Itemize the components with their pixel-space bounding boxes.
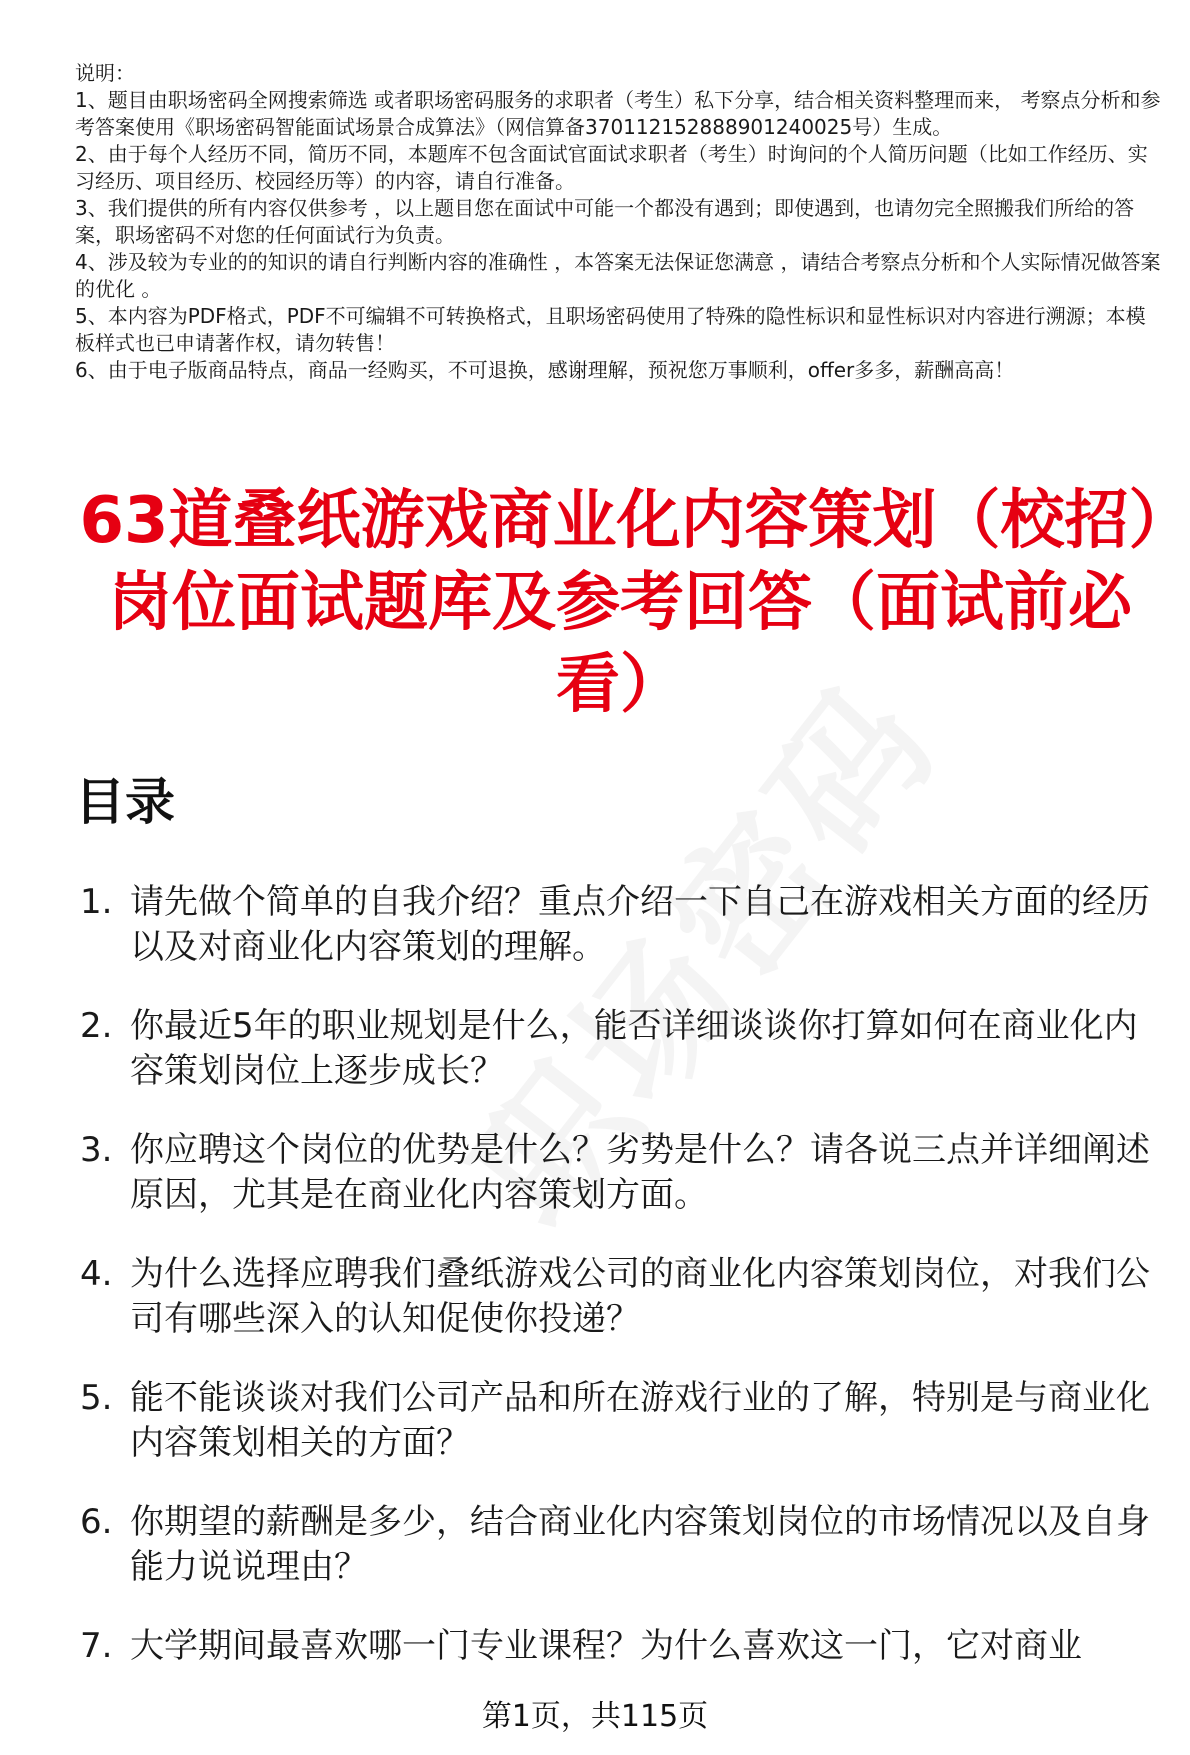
toc-item-number: 3. bbox=[80, 1130, 113, 1170]
toc-item-number: 4. bbox=[80, 1254, 113, 1294]
toc-item[interactable] bbox=[75, 1624, 1170, 1669]
toc-item-number: 2. bbox=[80, 1006, 113, 1046]
disclaimer-notes bbox=[75, 60, 1165, 384]
table-of-contents bbox=[75, 880, 1170, 1703]
toc-item-number: 1. bbox=[80, 882, 113, 922]
notes-heading: 说明： bbox=[75, 61, 135, 85]
toc-item[interactable] bbox=[75, 880, 1170, 970]
page-footer: 第1页，共115页 bbox=[481, 1699, 709, 1734]
toc-item-number: 5. bbox=[80, 1378, 113, 1418]
document-title: 63道叠纸游戏商业化内容策划（校招）岗位面试题库及参考回答（面试前必看） bbox=[79, 484, 1161, 722]
toc-item-text: 为什么选择应聘我们叠纸游戏公司的商业化内容策划岗位，对我们公司有哪些深入的认知促使你投递？ bbox=[130, 1254, 1150, 1339]
toc-item-number: 7. bbox=[80, 1626, 113, 1666]
toc-item-text: 能不能谈谈对我们公司产品和所在游戏行业的了解，特别是与商业化内容策划相关的方面？ bbox=[130, 1378, 1150, 1463]
toc-item[interactable] bbox=[75, 1004, 1170, 1094]
note-item: 5、本内容为PDF格式，PDF不可编辑不可转换格式，且职场密码使用了特殊的隐性标识和显性标识对内容进行溯源；本模板样式也已申请著作权，请勿转售！ bbox=[75, 304, 1146, 355]
toc-item[interactable] bbox=[75, 1500, 1170, 1590]
toc-item[interactable] bbox=[75, 1252, 1170, 1342]
toc-item-number: 6. bbox=[80, 1502, 113, 1542]
note-item: 3、我们提供的所有内容仅供参考 ，以上题目您在面试中可能一个都没有遇到；即使遇到，也请勿完全照搬我们所给的答案，职场密码不对您的任何面试行为负责。 bbox=[75, 196, 1135, 247]
toc-item-text: 你应聘这个岗位的优势是什么？劣势是什么？请各说三点并详细阐述原因，尤其是在商业化内容策划方面。 bbox=[130, 1130, 1150, 1215]
note-item: 4、涉及较为专业的的知识的请自行判断内容的准确性 ，本答案无法保证您满意 ，请结合考察点分析和个人实际情况做答案的优化 。 bbox=[75, 250, 1161, 301]
toc-item-text: 请先做个简单的自我介绍？重点介绍一下自己在游戏相关方面的经历以及对商业化内容策划的理解。 bbox=[130, 882, 1150, 967]
toc-item-text: 你期望的薪酬是多少，结合商业化内容策划岗位的市场情况以及自身能力说说理由？ bbox=[130, 1502, 1150, 1587]
note-item: 6、由于电子版商品特点，商品一经购买，不可退换，感谢理解，预祝您万事顺利，offer多多，薪酬高高！ bbox=[75, 358, 1015, 382]
toc-item-text: 大学期间最喜欢哪一门专业课程？为什么喜欢这一门，它对商业 bbox=[130, 1626, 1082, 1666]
toc-item[interactable] bbox=[75, 1376, 1170, 1466]
toc-item[interactable] bbox=[75, 1128, 1170, 1218]
note-item: 1、题目由职场密码全网搜索筛选 或者职场密码服务的求职者（考生）私下分享，结合相关资料整理而来， 考察点分析和参考答案使用《职场密码智能面试场景合成算法》（网信算备370112152888901240025号）生成。 bbox=[75, 88, 1161, 139]
toc-heading: 目录 bbox=[75, 773, 175, 831]
toc-item-text: 你最近5年的职业规划是什么，能否详细谈谈你打算如何在商业化内容策划岗位上逐步成长？ bbox=[130, 1006, 1138, 1091]
note-item: 2、由于每个人经历不同，简历不同，本题库不包含面试官面试求职者（考生）时询问的个人简历问题（比如工作经历、实习经历、项目经历、校园经历等）的内容，请自行准备。 bbox=[75, 142, 1148, 193]
